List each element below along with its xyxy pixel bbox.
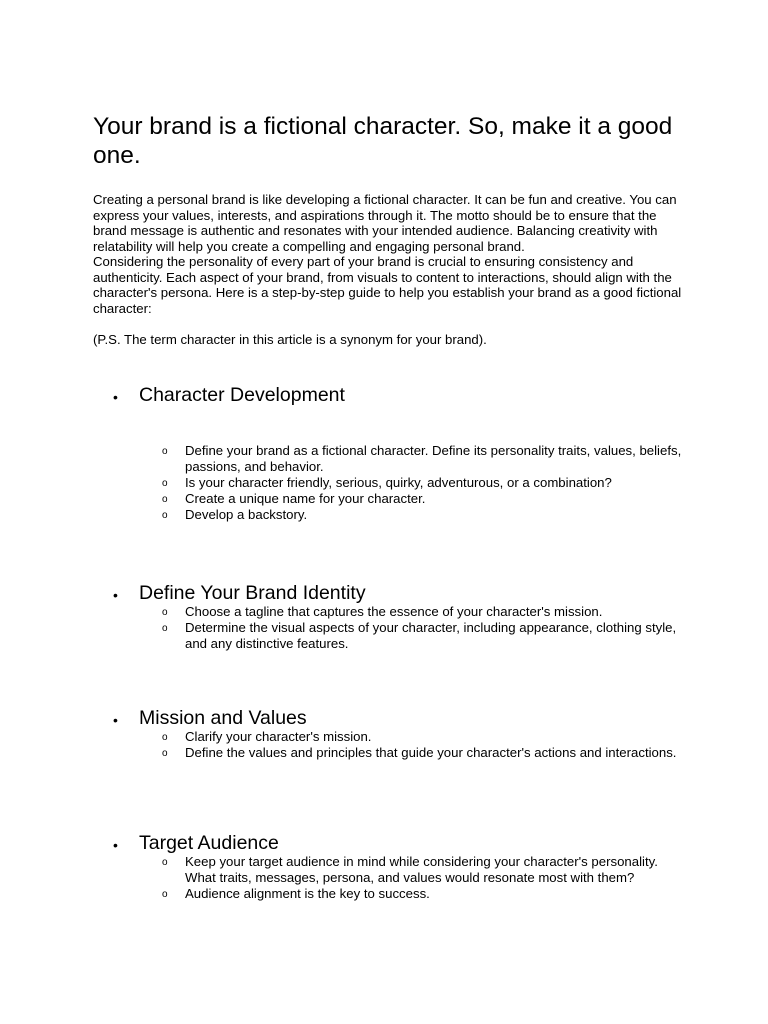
list-item-text: Is your character friendly, serious, quirky, adventurous, or a combination? [185, 475, 612, 490]
list-item [93, 886, 683, 902]
sub-list [93, 443, 683, 523]
document-page [93, 112, 683, 901]
intro-paragraph: Creating a personal brand is like developing a fictional character. It can be fun and creative. You can express your values, interests, and aspirations through it. The motto should be to ensure that the brand message is authentic and resonates with your intended audience. Balancing creativity with relatability will help you create a compelling and engaging personal brand. [93, 192, 677, 254]
list-item [93, 729, 683, 745]
section-mission-values [93, 707, 683, 761]
page-title: Your brand is a fictional character. So, make it a good one. [93, 113, 673, 169]
ps-note: (P.S. The term character in this article is a synonym for your brand). [93, 331, 487, 347]
circle-bullet-icon: o [162, 889, 168, 900]
list-item-text: Audience alignment is the key to success. [185, 886, 430, 901]
list-item [93, 854, 683, 886]
list-item [93, 604, 683, 620]
circle-bullet-icon: o [162, 494, 168, 505]
section-heading [93, 832, 683, 854]
section-character-development [93, 384, 683, 523]
sub-list [93, 604, 683, 652]
list-item-text: Define your brand as a fictional character. Define its personality traits, values, beliefs, passions, and behavior. [185, 443, 682, 474]
section-brand-identity [93, 582, 683, 652]
circle-bullet-icon: o [162, 607, 168, 618]
list-item-text: Keep your target audience in mind while considering your character's personality. What traits, messages, persona, and values would resonate most with them? [185, 854, 658, 885]
section-target-audience [93, 832, 683, 902]
section-heading [93, 707, 683, 729]
list-item-text: Create a unique name for your character. [185, 491, 426, 506]
intro-text [93, 192, 683, 347]
sub-list [93, 854, 683, 902]
circle-bullet-icon: o [162, 510, 168, 521]
bullet-icon: • [113, 389, 118, 405]
section-heading [93, 384, 683, 406]
section-heading [93, 582, 683, 604]
circle-bullet-icon: o [162, 732, 168, 743]
section-heading-text: Define Your Brand Identity [139, 582, 366, 604]
list-item [93, 491, 683, 507]
bullet-icon: • [113, 837, 118, 853]
list-item [93, 620, 683, 652]
list-item-text: Develop a backstory. [185, 507, 308, 522]
bullet-icon: • [113, 712, 118, 728]
list-item [93, 745, 683, 761]
list-item-text: Choose a tagline that captures the essence of your character's mission. [185, 604, 603, 619]
sub-list [93, 729, 683, 761]
list-item-text: Clarify your character's mission. [185, 729, 372, 744]
circle-bullet-icon: o [162, 857, 168, 868]
circle-bullet-icon: o [162, 446, 168, 457]
circle-bullet-icon: o [162, 478, 168, 489]
circle-bullet-icon: o [162, 623, 168, 634]
bullet-icon: • [113, 587, 118, 603]
list-item-text: Determine the visual aspects of your character, including appearance, clothing style, and any distinctive features. [185, 620, 677, 651]
circle-bullet-icon: o [162, 748, 168, 759]
section-heading-text: Mission and Values [139, 707, 307, 729]
intro-paragraph: Considering the personality of every part of your brand is crucial to ensuring consistency and authenticity. Each aspect of your brand, from visuals to content to interactions, should align with the character's persona. Here is a step-by-step guide to help you establish your brand as a good fictional character: [93, 254, 682, 316]
list-item [93, 475, 683, 491]
section-heading-text: Target Audience [139, 832, 279, 854]
list-item-text: Define the values and principles that guide your character's actions and interactions. [185, 745, 677, 760]
list-item [93, 507, 683, 523]
section-heading-text: Character Development [139, 384, 345, 406]
list-item [93, 443, 683, 475]
